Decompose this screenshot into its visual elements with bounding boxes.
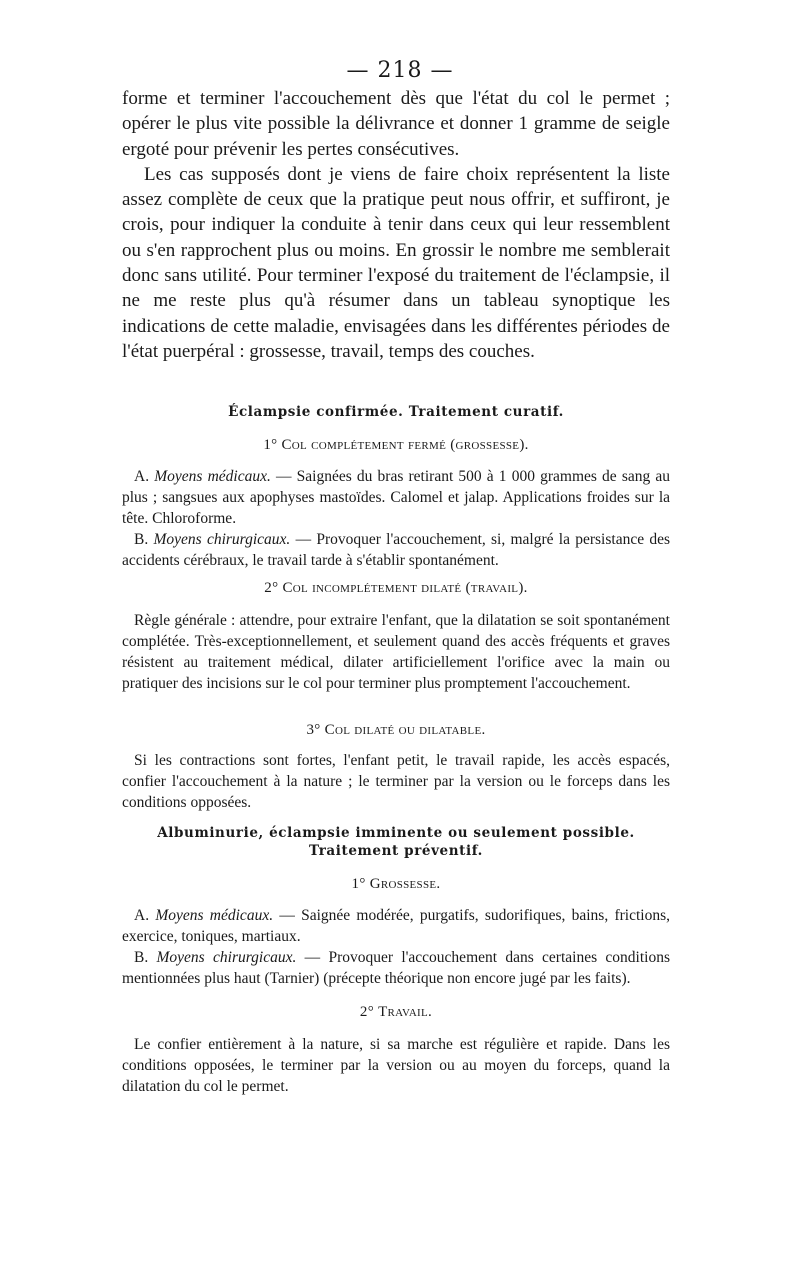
dilated-block bbox=[122, 750, 670, 813]
section-heading-line-2: Traitement préventif. bbox=[309, 843, 483, 859]
pregnancy-block bbox=[122, 905, 670, 989]
section-heading-curative: Éclampsie confirmée. Traitement curatif. bbox=[228, 404, 564, 420]
general-rule-paragraph: Règle générale : attendre, pour extraire l'enfant, que la dilatation se soit spontanément complétée. Très-exceptionnellement, et seulement quand des accès fréquents et graves résistent au traitement médical, dilater artificiellement l'orifice avec la main ou pratiquer des incisions sur le col pour terminer plus promptement l'accouchement. bbox=[122, 612, 670, 692]
subheading-incompletely-dilated bbox=[122, 580, 670, 597]
subheading-title: Col dilaté ou dilatable. bbox=[324, 722, 486, 738]
subheading-number: 3° bbox=[306, 722, 321, 738]
subheading-number: 1° bbox=[263, 437, 278, 453]
section-heading-line-1: Albuminurie, éclampsie imminente ou seulement possible. bbox=[157, 825, 635, 841]
medical-means-term: Moyens médicaux. bbox=[155, 907, 274, 924]
intro-paragraph-1: forme et terminer l'accouchement dès que l'état du col le permet ; opérer le plus vite possible la délivrance et donner 1 gramme de seigle ergoté pour prévenir les pertes consécutives. bbox=[122, 88, 670, 160]
general-rule-block bbox=[122, 610, 670, 694]
medical-means-term: Moyens médicaux. bbox=[154, 468, 271, 485]
subheading-labor bbox=[122, 1004, 670, 1021]
page-number: — 218 — bbox=[346, 58, 454, 83]
dilated-paragraph: Si les contractions sont fortes, l'enfant petit, le travail rapide, les accès espacés, confier l'accouchement à la nature ; le terminer par la version ou le forceps dans les conditions opposées. bbox=[122, 752, 670, 811]
subheading-dilated bbox=[122, 722, 670, 739]
closed-cervix-block bbox=[122, 466, 670, 571]
surgical-means-term: Moyens chirurgicaux. bbox=[156, 949, 297, 966]
intro-paragraph-2: Les cas supposés dont je viens de faire choix représentent la liste assez complète de ceux que la pratique peut nous offrir, et suffiront, je crois, pour indiquer la conduite à tenir dans ceux qui leur ressemblent ou s'en rapprochent plus ou moins. En grossir le nombre me semblerait donc sans utilité. Pour terminer l'exposé du traitement de l'éclampsie, il ne me reste plus qu'à résumer dans un tableau synoptique les indications de cette maladie, envisagées dans les différentes périodes de l'état puerpéral : grossesse, travail, temps des couches. bbox=[122, 163, 670, 362]
labor-block bbox=[122, 1034, 670, 1097]
subheading-title: Grossesse. bbox=[369, 876, 441, 892]
subheading-closed-cervix bbox=[122, 437, 670, 454]
subheading-number: 2° bbox=[359, 1004, 374, 1020]
medical-means-paragraph: A. Moyens médicaux. — Saignées du bras retirant 500 à 1 000 grammes de sang au plus ; sangsues aux apophyses mastoïdes. Calomel et jalap. Applications froides sur la tête. Chloroforme. bbox=[122, 468, 671, 527]
surgical-means-term: Moyens chirurgicaux. bbox=[153, 531, 291, 548]
subheading-title: Travail. bbox=[378, 1004, 433, 1020]
subheading-number: 1° bbox=[351, 876, 366, 892]
labor-paragraph: Le confier entièrement à la nature, si sa marche est régulière et rapide. Dans les conditions opposées, le terminer par la version ou au moyen du forceps, quand la dilatation du col le permet. bbox=[122, 1036, 670, 1095]
subheading-number: 2° bbox=[264, 580, 279, 596]
section-heading-preventive bbox=[122, 824, 670, 860]
subheading-title: Col incomplétement dilaté (travail). bbox=[282, 580, 528, 596]
surgical-means-paragraph: B. Moyens chirurgicaux. — Provoquer l'accouchement, si, malgré la persistance des accidents cérébraux, le travail tarde à s'établir spontanément. bbox=[122, 531, 671, 569]
medical-means-paragraph: A. Moyens médicaux. — Saignée modérée, purgatifs, sudorifiques, bains, frictions, exercice, toniques, martiaux. bbox=[122, 907, 671, 945]
subheading-title: Col complétement fermé (grossesse). bbox=[281, 437, 529, 453]
intro-text bbox=[122, 86, 670, 364]
surgical-means-paragraph: B. Moyens chirurgicaux. — Provoquer l'accouchement dans certaines conditions mentionnées plus haut (Tarnier) (précepte théorique non encore jugé par les faits). bbox=[122, 949, 670, 987]
subheading-pregnancy bbox=[122, 876, 670, 893]
